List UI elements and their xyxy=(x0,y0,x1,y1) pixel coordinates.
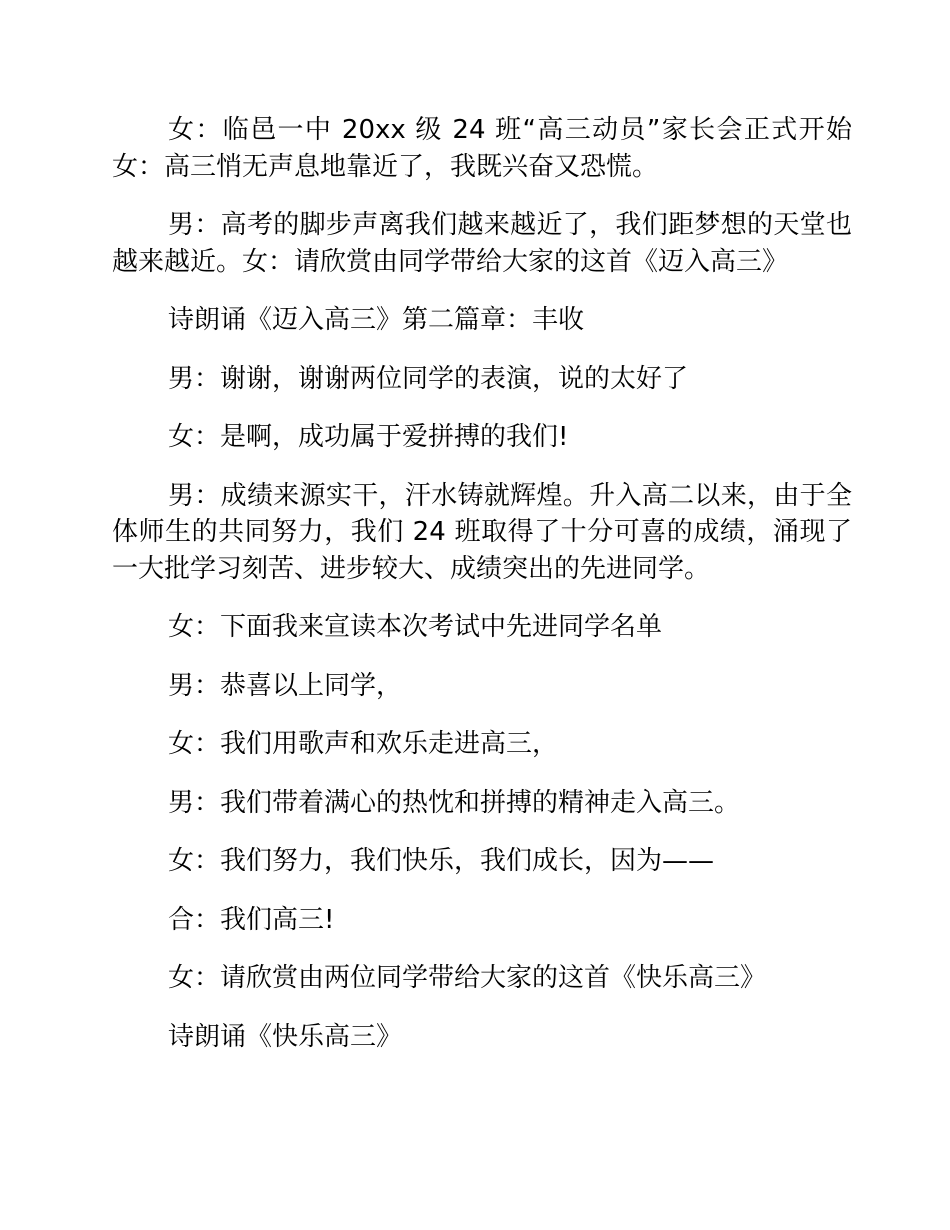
paragraph-growth: 女：我们努力，我们快乐，我们成长，因为—— xyxy=(168,846,715,876)
paragraph-poem-title-2: 诗朗诵《快乐高三》 xyxy=(168,1021,403,1052)
paragraph-congrats: 男：恭喜以上同学， xyxy=(168,670,403,701)
paragraph-song: 女：我们用歌声和欢乐走进高三， xyxy=(168,729,559,759)
paragraph-success: 女：是啊，成功属于爱拼搏的我们! xyxy=(168,422,569,452)
paragraph-passion: 男：我们带着满心的热忱和拼搏的精神走入高三。 xyxy=(168,787,741,818)
paragraph-opening: 女：临邑一中 20xx 级 24 班“高三动员”家长会正式开始女：高三悄无声息地靠近了，我既兴奋又恐慌。 xyxy=(112,115,852,182)
paragraph-poem-intro-2: 女：请欣赏由两位同学带给大家的这首《快乐高三》 xyxy=(168,963,767,993)
paragraph-thanks: 男：谢谢，谢谢两位同学的表演，说的太好了 xyxy=(168,363,689,394)
paragraph-achievements: 男：成绩来源实干，汗水铸就辉煌。升入高二以来，由于全体师生的共同努力，我们 24 班取得了十分可喜的成绩，涌现了一大批学习刻苦、进步较大、成绩突出的先进同学。 xyxy=(112,480,852,584)
paragraph-honor-list: 女：下面我来宣读本次考试中先进同学名单 xyxy=(168,612,663,642)
document-body xyxy=(112,112,852,1077)
paragraph-gaokao: 男：高考的脚步声离我们越来越近了，我们距梦想的天堂也越来越近。女：请欣赏由同学带给大家的这首《迈入高三》 xyxy=(112,210,852,277)
paragraph-chorus: 合：我们高三! xyxy=(168,904,335,935)
paragraph-poem-title-1: 诗朗诵《迈入高三》第二篇章：丰收 xyxy=(168,305,585,335)
